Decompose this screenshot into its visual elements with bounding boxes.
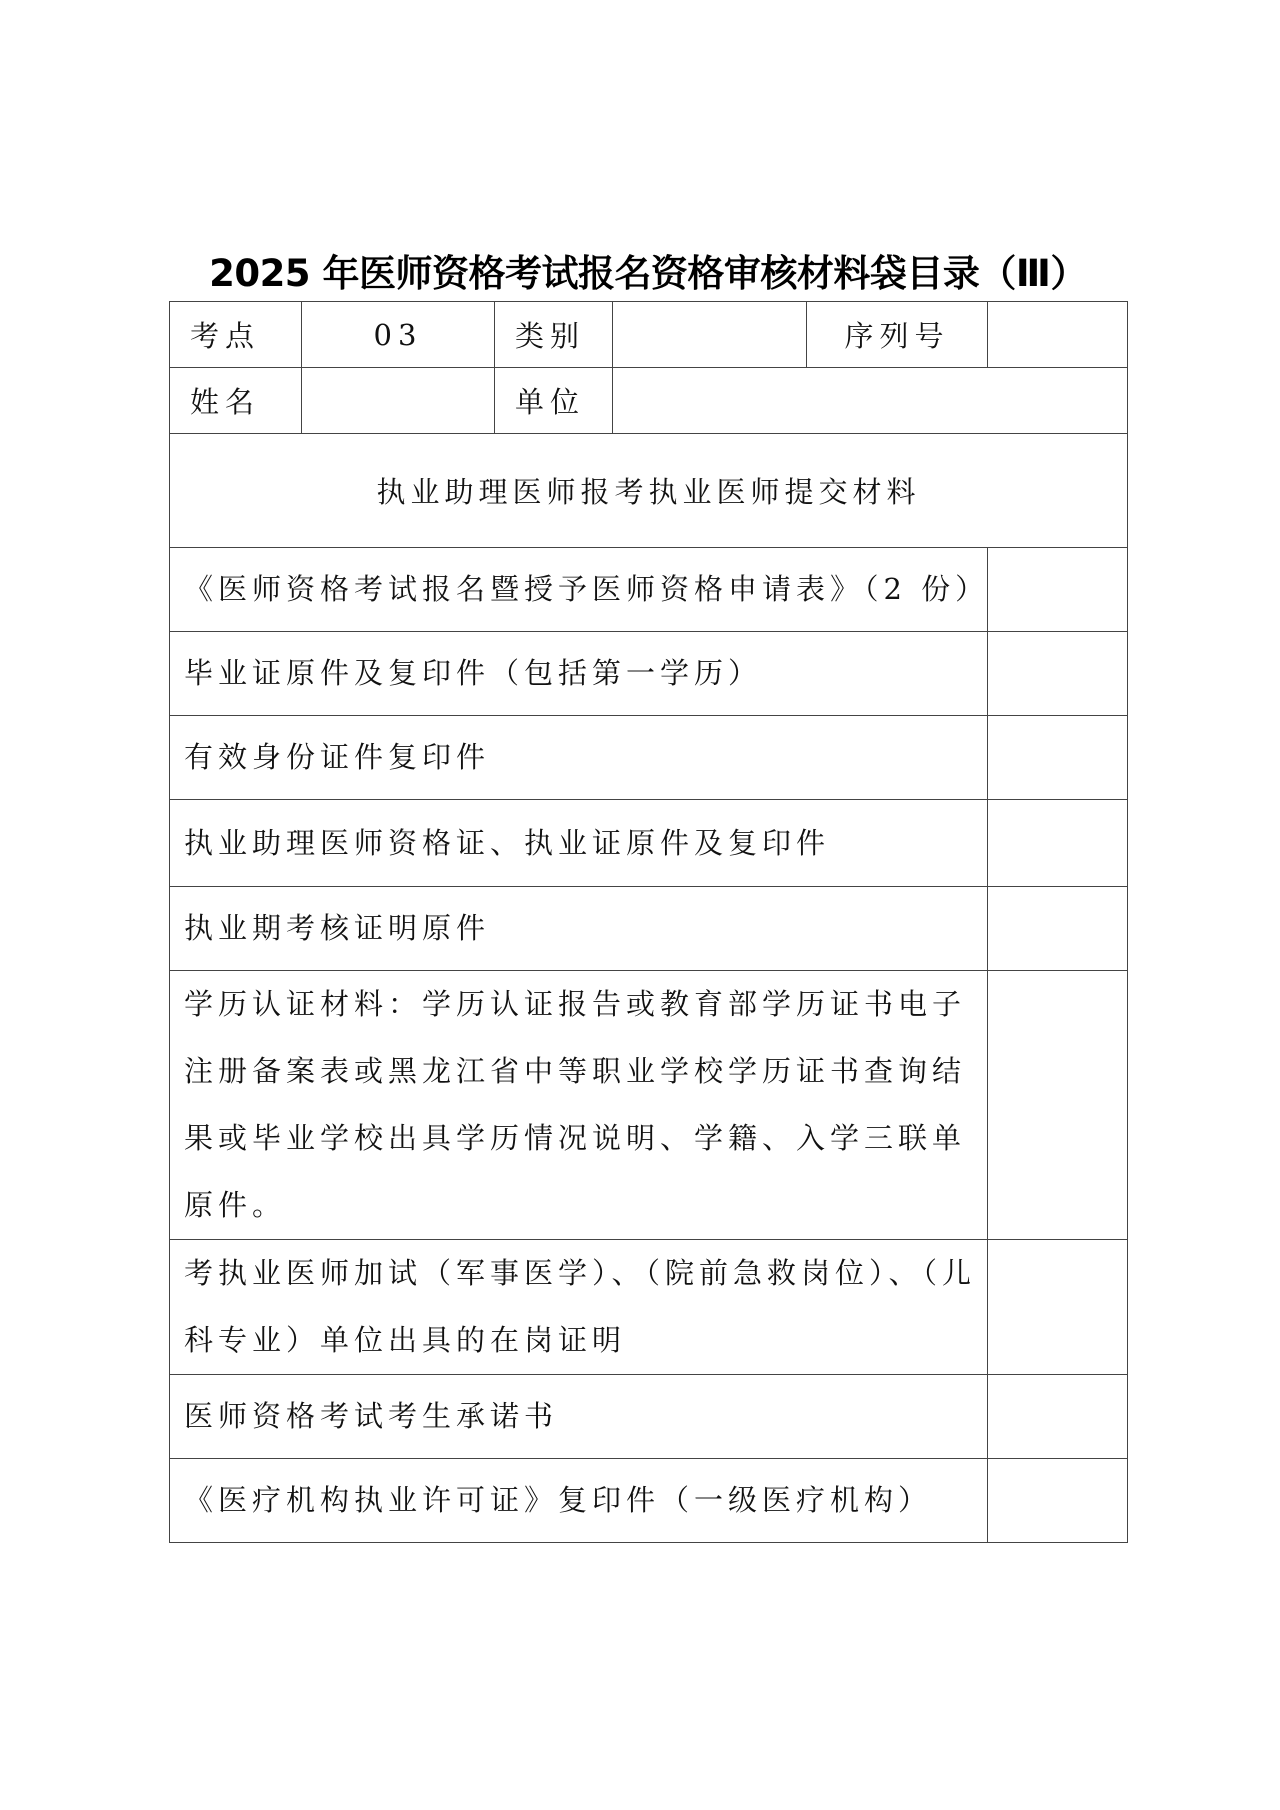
info-row-1 [170, 302, 1128, 368]
material-row [170, 887, 1128, 971]
material-check-cell[interactable] [988, 716, 1128, 800]
material-item-text: 医师资格考试考生承诺书 [170, 1375, 988, 1459]
material-check-cell[interactable] [988, 632, 1128, 716]
serial-label: 序列号 [807, 302, 988, 368]
material-row [170, 1240, 1128, 1375]
material-row [170, 716, 1128, 800]
material-item-text: 执业助理医师资格证、执业证原件及复印件 [170, 800, 988, 887]
material-item-text: 《医师资格考试报名暨授予医师资格申请表》（2 份） [170, 548, 988, 632]
exam-site-value[interactable]: 03 [302, 302, 495, 368]
material-check-cell[interactable] [988, 800, 1128, 887]
serial-value[interactable] [988, 302, 1128, 368]
material-row [170, 1375, 1128, 1459]
category-label: 类别 [495, 302, 613, 368]
material-item-text: 毕业证原件及复印件（包括第一学历） [170, 632, 988, 716]
section-heading-row [170, 434, 1128, 548]
material-check-cell[interactable] [988, 548, 1128, 632]
material-check-cell[interactable] [988, 1459, 1128, 1543]
material-row [170, 1459, 1128, 1543]
material-item-text: 学历认证材料：学历认证报告或教育部学历证书电子注册备案表或黑龙江省中等职业学校学历证书查询结果或毕业学校出具学历情况说明、学籍、入学三联单原件。 [170, 971, 988, 1240]
material-item-text: 有效身份证件复印件 [170, 716, 988, 800]
material-check-cell[interactable] [988, 887, 1128, 971]
material-check-cell[interactable] [988, 971, 1128, 1240]
unit-value[interactable] [613, 368, 1128, 434]
section-heading: 执业助理医师报考执业医师提交材料 [170, 434, 1128, 548]
category-value[interactable] [613, 302, 807, 368]
material-row [170, 800, 1128, 887]
materials-form-table [169, 301, 1128, 1543]
material-row [170, 548, 1128, 632]
material-row [170, 971, 1128, 1240]
exam-site-label: 考点 [170, 302, 302, 368]
material-item-text: 执业期考核证明原件 [170, 887, 988, 971]
material-row [170, 632, 1128, 716]
info-row-2 [170, 368, 1128, 434]
name-value[interactable] [302, 368, 495, 434]
material-item-text: 《医疗机构执业许可证》复印件（一级医疗机构） [170, 1459, 988, 1543]
material-item-text: 考执业医师加试（军事医学）、（院前急救岗位）、（儿科专业）单位出具的在岗证明 [170, 1240, 988, 1375]
material-check-cell[interactable] [988, 1240, 1128, 1375]
unit-label: 单位 [495, 368, 613, 434]
name-label: 姓名 [170, 368, 302, 434]
material-check-cell[interactable] [988, 1375, 1128, 1459]
document-title: 2025 年医师资格考试报名资格审核材料袋目录（Ⅲ） [209, 252, 1087, 295]
